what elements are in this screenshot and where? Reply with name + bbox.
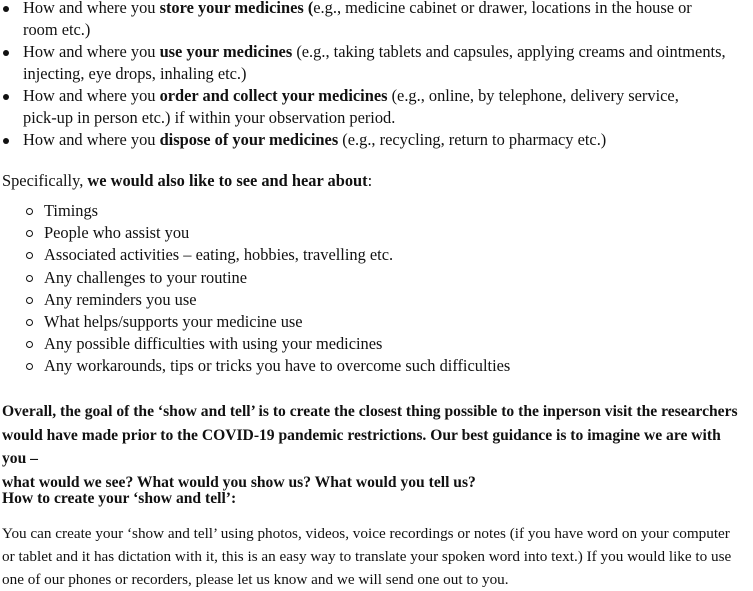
- sub-item-text: Any possible difficulties with using your medicines: [44, 334, 383, 354]
- paragraph-line: one of our phones or recorders, please let us know and we will send one out to you.: [2, 571, 509, 588]
- list-item: [0, 311, 510, 333]
- bullet-bold-text: store your medicines (: [159, 0, 314, 17]
- intro-bold-text: we would also like to see and hear about: [87, 171, 368, 190]
- list-item: [0, 267, 510, 289]
- bullet-text: (e.g., recycling, return to pharmacy etc.): [338, 130, 607, 149]
- list-item: [0, 200, 510, 222]
- paragraph-line: or tablet and it has dictation with it, this is an easy way to translate your spoken word into text.) If you would like to use: [2, 548, 732, 565]
- intro-text: Specifically,: [2, 171, 88, 190]
- list-item: [0, 85, 753, 129]
- sub-item-text: What helps/supports your medicine use: [44, 312, 303, 332]
- bullet-text: How and where you: [23, 130, 160, 149]
- list-item: [0, 355, 510, 377]
- intro-paragraph: [2, 170, 372, 192]
- goal-line: Overall, the goal of the ‘show and tell’ is to create the closest thing possible to the inperson visit the researchers: [2, 403, 738, 420]
- bullet-icon: [3, 50, 9, 56]
- circle-bullet-icon: [26, 208, 33, 215]
- list-item: [0, 0, 753, 41]
- circle-bullet-icon: [26, 341, 33, 348]
- sub-item-text: Timings: [44, 201, 99, 220]
- bullet-icon: [3, 138, 9, 144]
- section-heading: How to create your ‘show and tell’:: [2, 490, 237, 507]
- bullet-bold-text: dispose of your medicines: [159, 130, 339, 149]
- bullet-text: How and where you: [23, 42, 160, 61]
- bullet-icon: [3, 6, 9, 12]
- bullet-text: How and where you: [23, 0, 160, 17]
- sub-item-text: Associated activities – eating, hobbies, travelling etc.: [44, 245, 394, 265]
- sub-item-text: People who assist you: [44, 223, 190, 243]
- bullet-icon: [3, 94, 9, 100]
- bullet-text: (e.g., taking tablets and capsules, applying creams and ointments,: [292, 42, 726, 61]
- sub-item-text: Any workarounds, tips or tricks you have to overcome such difficulties: [44, 356, 511, 376]
- list-item: [0, 222, 510, 244]
- bullet-text-continued: pick-up in person etc.) if within your observation period.: [23, 108, 396, 127]
- circle-bullet-icon: [26, 319, 33, 326]
- goal-paragraph: [2, 400, 742, 494]
- goal-line: would have made prior to the COVID-19 pandemic restrictions. Our best guidance is to imagine we are with you –: [2, 426, 721, 467]
- circle-bullet-icon: [26, 230, 33, 237]
- instructions-paragraph: [2, 522, 750, 591]
- bullet-bold-text: use your medicines: [159, 42, 293, 61]
- list-item: [0, 129, 753, 151]
- goal-line: what would we see? What would you show us? What would you tell us?: [2, 473, 476, 491]
- circle-bullet-icon: [26, 252, 33, 259]
- bullet-text-continued: room etc.): [23, 20, 91, 39]
- bullet-list: [0, 0, 753, 151]
- sub-bullet-list: [0, 200, 510, 378]
- bullet-text: e.g., medicine cabinet or drawer, locations in the house or: [313, 0, 692, 17]
- bullet-bold-text: order and collect your medicines: [159, 86, 388, 105]
- circle-bullet-icon: [26, 363, 33, 370]
- circle-bullet-icon: [26, 275, 33, 282]
- sub-item-text: Any challenges to your routine: [44, 267, 248, 287]
- paragraph-line: You can create your ‘show and tell’ using photos, videos, voice recordings or notes (if you have word on your computer: [2, 525, 730, 542]
- list-item: [0, 333, 510, 355]
- list-item: [0, 289, 510, 311]
- sub-item-text: Any reminders you use: [44, 289, 197, 309]
- list-item: [0, 244, 510, 266]
- intro-text: :: [367, 171, 373, 190]
- bullet-text: (e.g., online, by telephone, delivery service,: [387, 86, 679, 105]
- bullet-text-continued: injecting, eye drops, inhaling etc.): [23, 64, 247, 83]
- bullet-text: How and where you: [23, 86, 160, 105]
- list-item: [0, 41, 753, 85]
- circle-bullet-icon: [26, 297, 33, 304]
